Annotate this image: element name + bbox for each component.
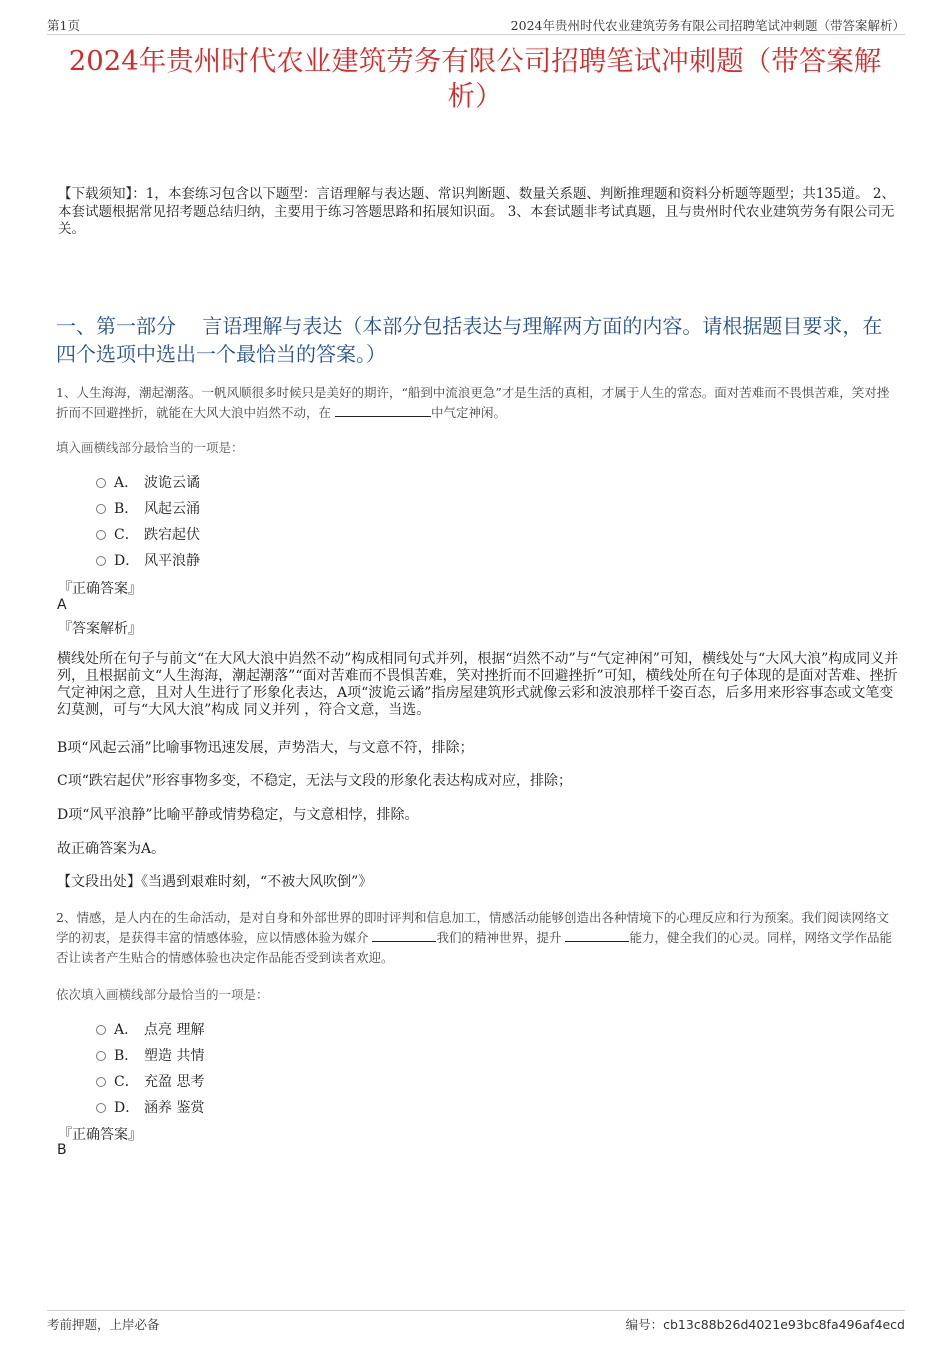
page-header bbox=[47, 14, 905, 35]
correct-answer-label: 『正确答案』 bbox=[58, 1127, 142, 1143]
document-title: 2024年贵州时代农业建筑劳务有限公司招聘笔试冲刺题（带答案解析） bbox=[68, 45, 882, 112]
correct-answer-value: B bbox=[57, 1142, 67, 1158]
header-doc-title: 2024年贵州时代农业建筑劳务有限公司招聘笔试冲刺题（带答案解析） bbox=[510, 18, 905, 33]
footer-slogan: 考前押题，上岸必备 bbox=[47, 1317, 160, 1332]
question-2-option-a[interactable]: A． 点亮 理解 bbox=[96, 1019, 204, 1039]
question-2-option-c[interactable]: C． 充盈 思考 bbox=[96, 1071, 204, 1091]
radio-icon[interactable] bbox=[96, 1025, 106, 1035]
document-code: 编号：cb13c88b26d4021e93bc8fa496af4ecd bbox=[625, 1317, 905, 1332]
question-2-option-b[interactable]: B． 塑造 共情 bbox=[96, 1045, 204, 1065]
radio-icon[interactable] bbox=[96, 530, 106, 540]
question-2-stem-part-a: 2、情感，是人内在的生命活动，是对自身和外部世界的即时评判和信息加工，情感活动能够创造出各种情境下的心理反应和行为预案。我们阅读网络文学的初衷，是获得丰富的情感体验，应以情感体验为媒介 bbox=[56, 910, 889, 945]
text-source: 【文段出处】《当遇到艰难时刻，“不被大风吹倒”》 bbox=[57, 874, 373, 890]
analysis-paragraph-2: B项“风起云涌”比喻事物迅速发展，声势浩大，与文意不符，排除； bbox=[57, 740, 474, 756]
question-1-option-d[interactable]: D． 风平浪静 bbox=[96, 550, 200, 570]
correct-answer-label: 『正确答案』 bbox=[58, 581, 142, 597]
page-footer bbox=[47, 1310, 905, 1333]
analysis-label: 『答案解析』 bbox=[58, 621, 142, 637]
radio-icon[interactable] bbox=[96, 1051, 106, 1061]
radio-icon[interactable] bbox=[96, 1077, 106, 1087]
answer-blank bbox=[335, 404, 431, 417]
page-number: 第1页 bbox=[47, 18, 80, 33]
section-heading: 一、第一部分 言语理解与表达（本部分包括表达与理解两方面的内容。请根据题目要求，在四个选项中选出一个最恰当的答案。） bbox=[56, 314, 883, 366]
question-1-stem-part-a: 1、人生海海，潮起潮落。一帆风顺很多时候只是美好的期许，“船到中流浪更急”才是生活的真相，才属于人生的常态。面对苦难而不畏惧苦难，笑对挫折而不回避挫折，就能在大风大浪中岿然不动，在 bbox=[56, 385, 890, 420]
download-notice: 【下载须知】：1，本套练习包含以下题型：言语理解与表达题、常识判断题、数量关系题、判断推理题和资料分析题等题型；共135道。 2、本套试题根据常见招考题总结归纳，主要用于练习答题思路和拓展知识面。 3、本套试题非考试真题，且与贵州时代农业建筑劳务有限公司无关。 bbox=[58, 186, 895, 237]
answer-blank bbox=[565, 929, 629, 942]
question-1-stem bbox=[56, 383, 901, 423]
radio-icon[interactable] bbox=[96, 478, 106, 488]
question-2-stem-part-b: 我们的精神世界，提升 bbox=[436, 930, 566, 945]
question-2-stem-part-c: 能力，健全我们的心灵。同样，网络文学作品能否让读者产生贴合的情感体验也决定作品能否受到读者欢迎。 bbox=[56, 930, 892, 965]
answer-blank bbox=[372, 929, 436, 942]
question-1-option-b[interactable]: B． 风起云涌 bbox=[96, 498, 200, 518]
question-1-stem-part-b: 中气定神闲。 bbox=[430, 405, 506, 420]
radio-icon[interactable] bbox=[96, 1103, 106, 1113]
radio-icon[interactable] bbox=[96, 504, 106, 514]
question-2-option-d[interactable]: D． 涵养 鉴赏 bbox=[96, 1097, 204, 1117]
question-2-stem bbox=[56, 908, 901, 968]
correct-answer-value: A bbox=[57, 597, 67, 613]
question-1-instruction: 填入画横线部分最恰当的一项是： bbox=[56, 440, 244, 455]
radio-icon[interactable] bbox=[96, 556, 106, 566]
question-2-instruction: 依次填入画横线部分最恰当的一项是： bbox=[56, 987, 269, 1002]
question-1-option-c[interactable]: C． 跌宕起伏 bbox=[96, 524, 200, 544]
analysis-conclusion: 故正确答案为A。 bbox=[57, 841, 166, 857]
analysis-paragraph-4: D项“风平浪静”比喻平静或情势稳定，与文意相悖，排除。 bbox=[57, 807, 419, 823]
analysis-paragraph-1: 横线处所在句子与前文“在大风大浪中岿然不动”构成相同句式并列，根据“岿然不动”与“气定神闲”可知，横线处与“大风大浪”构成同义并列，且根据前文“人生海海，潮起潮落”“面对苦难而不畏惧苦难，笑对挫折而不回避挫折”可知，横线处所在句子体现的是面对苦难、挫折气定神闲之意，且对人生进行了形象化表达，A项“波诡云谲”指房屋建筑形式就像云彩和波浪那样千姿百态，后多用来形容事态或文笔变幻莫测，可与“大风大浪”构成 同义并列 ，符合文意，当选。 bbox=[57, 651, 899, 718]
question-1-option-a[interactable]: A． 波诡云谲 bbox=[96, 472, 200, 492]
analysis-paragraph-3: C项“跌宕起伏”形容事物多变，不稳定，无法与文段的形象化表达构成对应，排除； bbox=[57, 773, 573, 789]
